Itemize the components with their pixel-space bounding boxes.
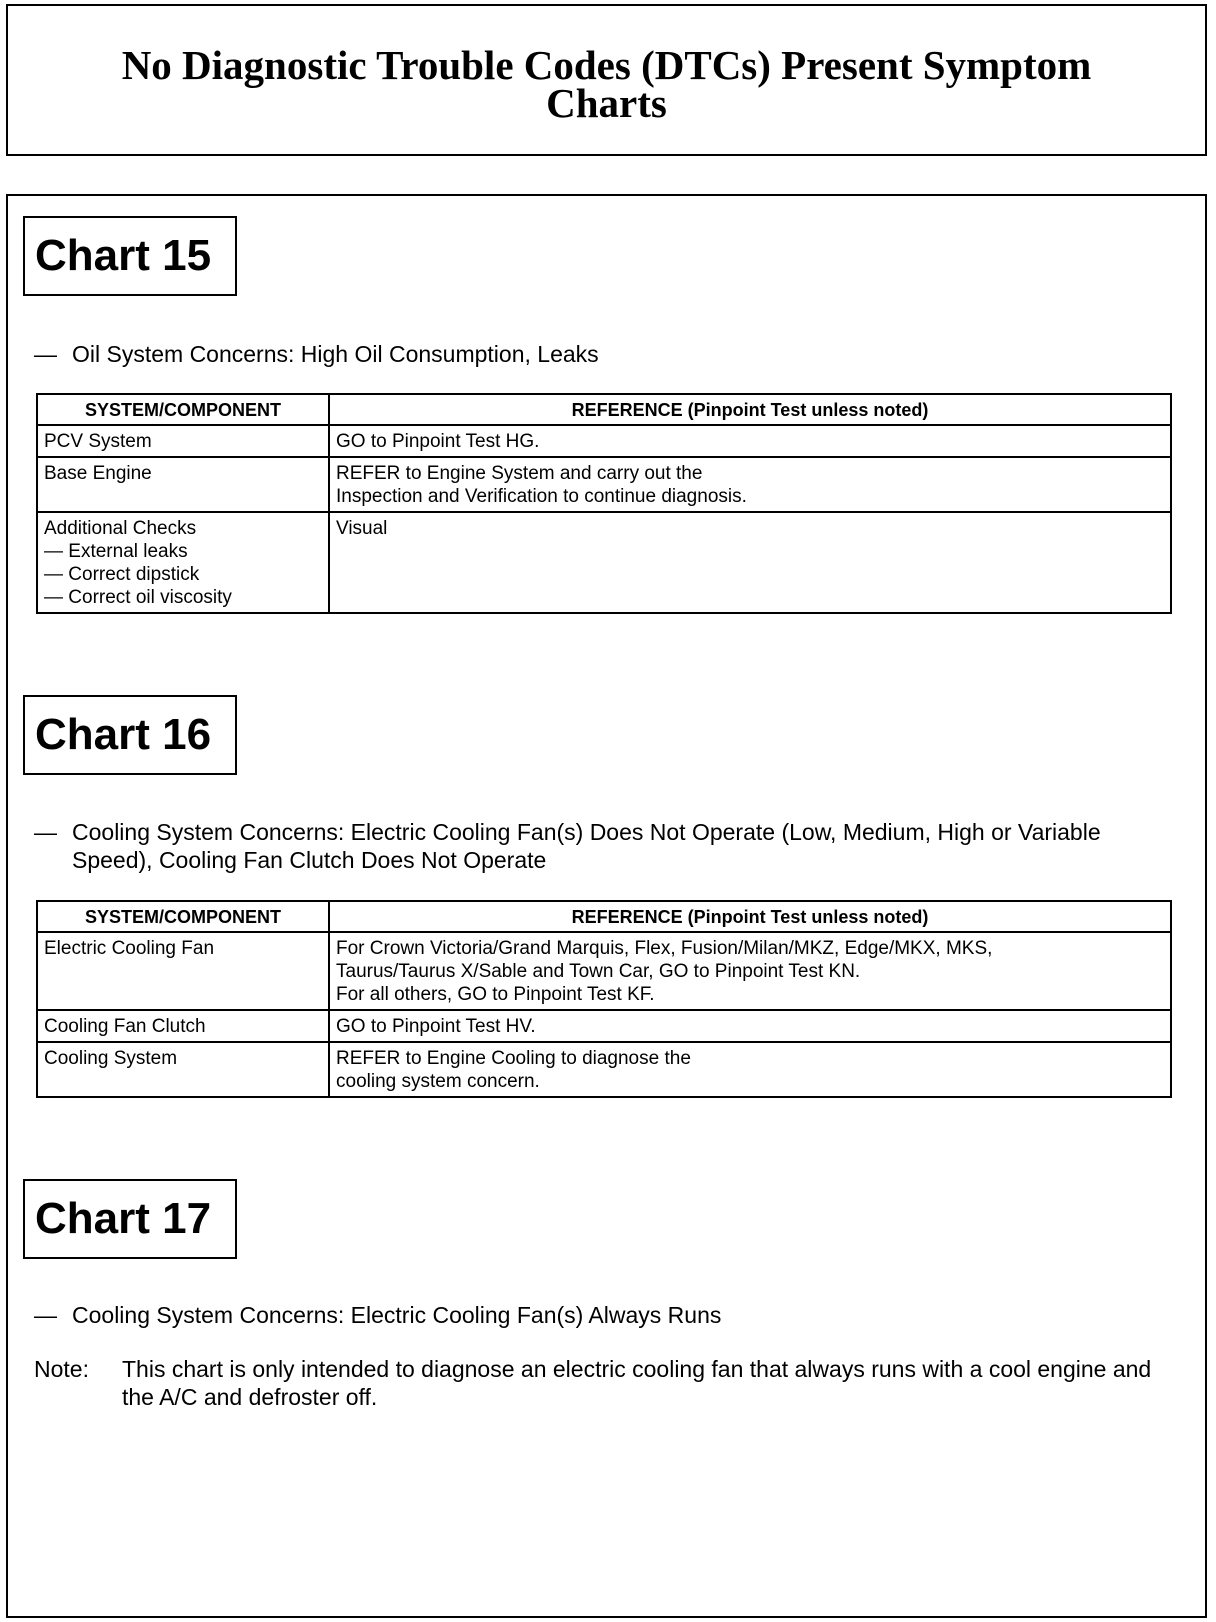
column-header: SYSTEM/COMPONENT [37, 394, 329, 425]
column-header: SYSTEM/COMPONENT [37, 901, 329, 932]
reference-cell: GO to Pinpoint Test HG. [329, 425, 1171, 457]
table-header-row [37, 901, 1171, 932]
table-row [37, 1010, 1171, 1042]
table-row [37, 512, 1171, 613]
reference-cell: Visual [329, 512, 1171, 613]
component-cell: Cooling Fan Clutch [37, 1010, 329, 1042]
table-row [37, 425, 1171, 457]
chart-15-label: Chart 15 [23, 216, 237, 296]
chart-17-label: Chart 17 [23, 1179, 237, 1259]
sub-check: — Correct oil viscosity [44, 587, 232, 608]
note-label: Note: [34, 1356, 89, 1382]
note-text: This chart is only intended to diagnose an electric cooling fan that always runs with a cool engine and the A/C and defroster off. [122, 1356, 1152, 1410]
page-title: No Diagnostic Trouble Codes (DTCs) Present Symptom Charts [121, 42, 1092, 126]
component-cell: Base Engine [37, 457, 329, 512]
reference-cell: For Crown Victoria/Grand Marquis, Flex, Fusion/Milan/MKZ, Edge/MKX, MKS, Taurus/Taurus X/Sable and Town Car, GO to Pinpoint Test KN. For all others, GO to Pinpoint Test KF. [329, 932, 1171, 1010]
component-cell: Additional Checks — External leaks — Correct dipstick — Correct oil viscosity [37, 512, 329, 613]
page-title-box [6, 4, 1207, 156]
chart-15-table [36, 393, 1172, 614]
chart-16-label: Chart 16 [23, 695, 237, 775]
reference-cell: REFER to Engine Cooling to diagnose the cooling system concern. [329, 1042, 1171, 1097]
table-header-row [37, 394, 1171, 425]
chart-16-concern: — Cooling System Concerns: Electric Cooling Fan(s) Does Not Operate (Low, Medium, High or Variable Speed), Cooling Fan Clutch Does Not Operate [34, 819, 1101, 873]
charts-container [6, 194, 1207, 1618]
column-header: REFERENCE (Pinpoint Test unless noted) [329, 901, 1171, 932]
component-cell: Cooling System [37, 1042, 329, 1097]
reference-cell: REFER to Engine System and carry out the Inspection and Verification to continue diagnosis. [329, 457, 1171, 512]
table-row [37, 932, 1171, 1010]
chart-16-table [36, 900, 1172, 1098]
sub-check: — External leaks [44, 541, 188, 562]
table-row [37, 1042, 1171, 1097]
component-cell: Electric Cooling Fan [37, 932, 329, 1010]
component-cell: PCV System [37, 425, 329, 457]
column-header: REFERENCE (Pinpoint Test unless noted) [329, 394, 1171, 425]
chart-15-concern: — Oil System Concerns: High Oil Consumption, Leaks [34, 341, 599, 367]
sub-check: — Correct dipstick [44, 564, 200, 585]
table-row [37, 457, 1171, 512]
chart-17-concern: — Cooling System Concerns: Electric Cooling Fan(s) Always Runs [34, 1302, 722, 1328]
chart-17-note [34, 1355, 1163, 1411]
reference-cell: GO to Pinpoint Test HV. [329, 1010, 1171, 1042]
